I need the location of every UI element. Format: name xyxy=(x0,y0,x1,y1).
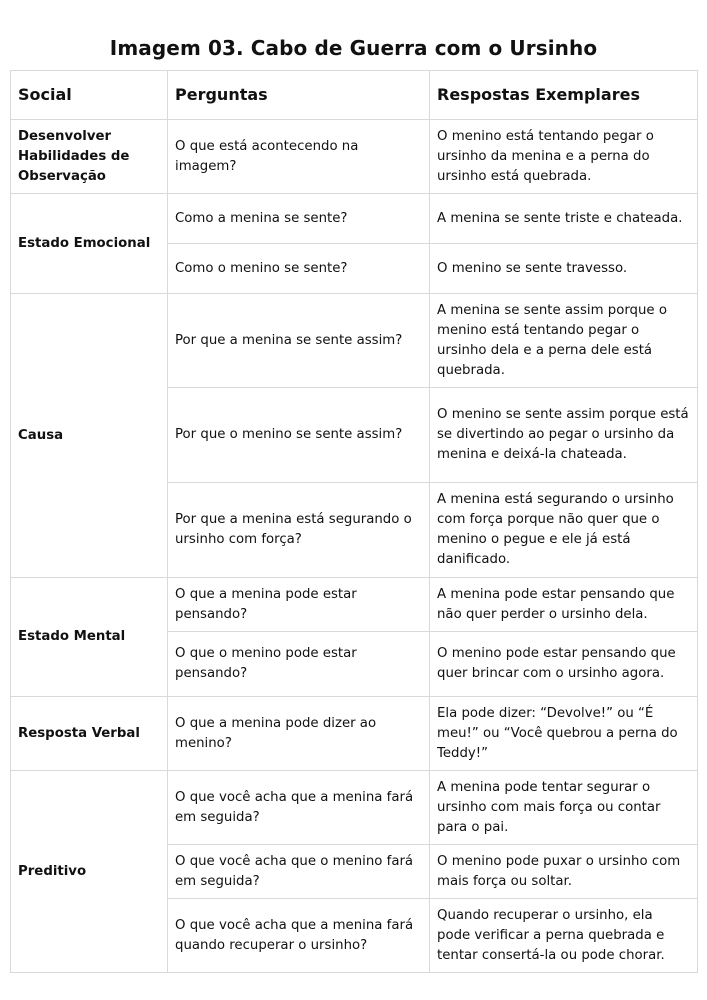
category-cell: Resposta Verbal xyxy=(11,697,168,771)
question-cell: O que você acha que a menina fará quando recuperar o ursinho? xyxy=(168,899,430,973)
question-cell: O que você acha que o menino fará em seguida? xyxy=(168,845,430,899)
question-cell: O que você acha que a menina fará em seguida? xyxy=(168,771,430,845)
answer-cell: A menina se sente triste e chateada. xyxy=(430,194,698,244)
answer-cell: O menino pode estar pensando que quer brincar com o ursinho agora. xyxy=(430,632,698,697)
category-cell: Desenvolver Habilidades de Observação xyxy=(11,120,168,194)
answer-cell: A menina pode estar pensando que não quer perder o ursinho dela. xyxy=(430,578,698,632)
answer-cell: O menino se sente travesso. xyxy=(430,244,698,294)
category-cell: Estado Emocional xyxy=(11,194,168,294)
table-row xyxy=(11,697,698,771)
table-row xyxy=(11,194,698,244)
question-cell: O que o menino pode estar pensando? xyxy=(168,632,430,697)
question-cell: O que está acontecendo na imagem? xyxy=(168,120,430,194)
table-row xyxy=(11,120,698,194)
question-cell: Como o menino se sente? xyxy=(168,244,430,294)
question-cell: Por que o menino se sente assim? xyxy=(168,388,430,483)
question-cell: O que a menina pode dizer ao menino? xyxy=(168,697,430,771)
question-cell: Por que a menina está segurando o ursinho com força? xyxy=(168,483,430,578)
table-row xyxy=(11,294,698,388)
header-perguntas: Perguntas xyxy=(168,71,430,120)
answer-cell: O menino se sente assim porque está se divertindo ao pegar o ursinho da menina e deixá-la chateada. xyxy=(430,388,698,483)
answer-cell: A menina se sente assim porque o menino está tentando pegar o ursinho dela e a perna dele está quebrada. xyxy=(430,294,698,388)
answer-cell: A menina está segurando o ursinho com força porque não quer que o menino o pegue e ele já está danificado. xyxy=(430,483,698,578)
question-cell: O que a menina pode estar pensando? xyxy=(168,578,430,632)
answer-cell: O menino pode puxar o ursinho com mais força ou soltar. xyxy=(430,845,698,899)
answer-cell: O menino está tentando pegar o ursinho da menina e a perna do ursinho está quebrada. xyxy=(430,120,698,194)
page-title: Imagem 03. Cabo de Guerra com o Ursinho xyxy=(109,36,598,60)
answer-cell: A menina pode tentar segurar o ursinho com mais força ou contar para o pai. xyxy=(430,771,698,845)
question-cell: Por que a menina se sente assim? xyxy=(168,294,430,388)
table-row xyxy=(11,771,698,845)
table-row xyxy=(11,578,698,632)
header-social: Social xyxy=(11,71,168,120)
questions-table xyxy=(10,70,698,973)
category-cell: Causa xyxy=(11,294,168,578)
answer-cell: Ela pode dizer: “Devolve!” ou “É meu!” ou “Você quebrou a perna do Teddy!” xyxy=(430,697,698,771)
category-cell: Estado Mental xyxy=(11,578,168,697)
question-cell: Como a menina se sente? xyxy=(168,194,430,244)
answer-cell: Quando recuperar o ursinho, ela pode verificar a perna quebrada e tentar consertá-la ou pode chorar. xyxy=(430,899,698,973)
category-cell: Preditivo xyxy=(11,771,168,973)
header-respostas: Respostas Exemplares xyxy=(430,71,698,120)
table-header-row xyxy=(11,71,698,120)
